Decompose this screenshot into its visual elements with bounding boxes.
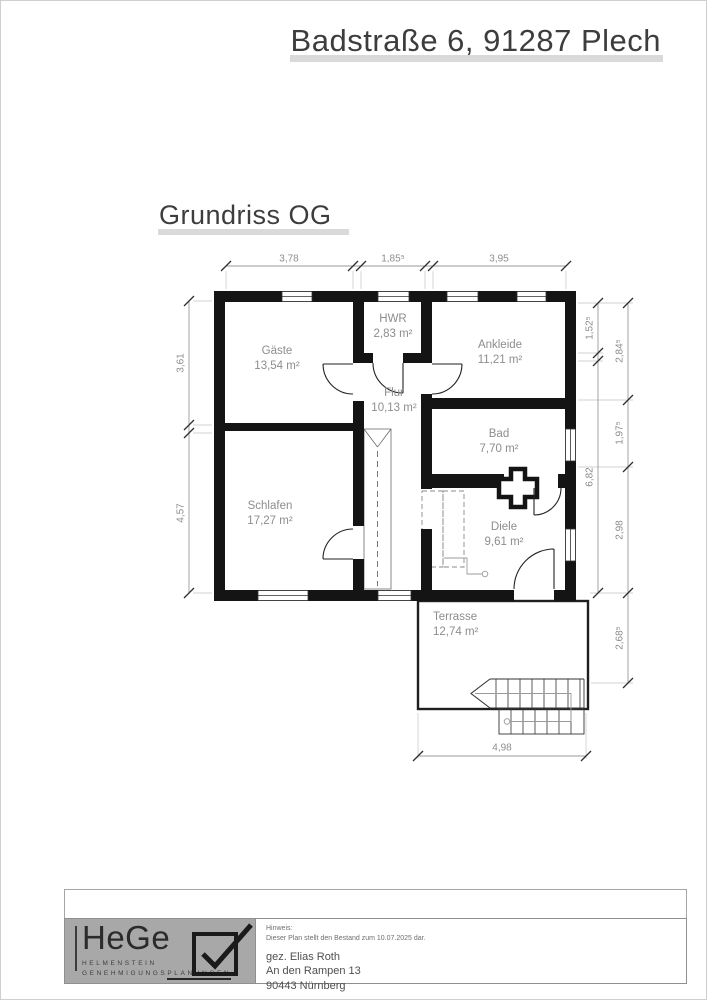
windows: [258, 292, 576, 601]
dim-right-outer-3: 2,98: [614, 520, 626, 540]
room-area: 2,83 m²: [373, 328, 413, 340]
dim-top-3: 3,95: [489, 253, 509, 265]
room-area: 12,74 m²: [433, 626, 479, 638]
room-label-bad: [480, 427, 519, 457]
title-block: [64, 889, 687, 992]
room-name: Terrasse: [433, 611, 478, 624]
room-name: Bad: [488, 428, 510, 441]
room-area: 7,70 m²: [479, 443, 519, 455]
room-area: 10,13 m²: [371, 402, 417, 414]
room-area: 11,21 m²: [477, 354, 523, 366]
chimney: [499, 469, 537, 507]
dim-top-1: 3,78: [279, 253, 299, 265]
room-label-diele: [485, 520, 524, 550]
dim-right-inner-1: 1,52⁵: [584, 316, 596, 340]
room-name: Gäste: [261, 345, 293, 358]
floor-plan-drawing: [1, 1, 707, 1000]
signed-block: [266, 950, 686, 994]
room-name: Diele: [490, 521, 518, 534]
title-block-band: [64, 918, 687, 992]
room-area: 17,27 m²: [247, 515, 293, 527]
room-label-gaeste: [254, 344, 299, 374]
room-label-terrasse: [433, 610, 478, 640]
address-line-1: An den Rampen 13: [266, 965, 361, 978]
interior-stair-flur: [364, 429, 391, 589]
exterior-stairs: [471, 679, 584, 734]
title-block-empty-row: [64, 889, 687, 918]
room-label-flur: [371, 386, 416, 416]
room-label-hwr: [374, 312, 413, 342]
dim-right-outer-1: 2,84⁵: [614, 339, 626, 363]
dim-bottom-1: 4,98: [492, 742, 512, 754]
logo-subline-2-pre: GENEHMIGUNGS: [82, 970, 168, 977]
dim-left-2: 4,57: [175, 503, 187, 523]
address-line-2: 90443 Nürnberg: [266, 979, 346, 992]
note-label: Hinweis:: [266, 925, 293, 932]
logo-subline-1: HELMENSTEIN: [82, 960, 157, 967]
logo-wordmark: HeGe: [82, 919, 171, 956]
room-name: Flur: [384, 387, 404, 400]
dim-top-2: 1,85⁵: [381, 253, 405, 265]
company-logo: [65, 919, 255, 983]
dim-left-1: 3,61: [175, 353, 187, 373]
room-area: 9,61 m²: [484, 536, 524, 548]
room-label-schlafen: [247, 499, 292, 529]
title-block-info: [255, 919, 686, 992]
note-text: Dieser Plan stellt den Bestand zum 10.07.2025 dar.: [266, 934, 426, 942]
logo-subline-2-underlined: PLANUNGEN: [167, 970, 231, 980]
dim-right-outer-4: 2,68⁵: [614, 626, 626, 650]
room-name: HWR: [379, 313, 407, 326]
room-name: Schlafen: [247, 500, 293, 513]
dim-right-outer-2: 1,97⁵: [614, 421, 626, 445]
checkbox-check-icon: [187, 920, 263, 980]
signed-by: gez. Elias Roth: [266, 950, 340, 963]
dim-right-inner-2: 6,82: [584, 467, 596, 487]
logo-divider-line: [75, 926, 77, 971]
room-label-ankleide: [478, 338, 523, 368]
room-area: 13,54 m²: [254, 360, 300, 372]
room-name: Ankleide: [477, 339, 523, 352]
sheet-title: Badstraße 6, 91287 Plech: [290, 23, 661, 58]
plan-title: Grundriss OG: [159, 200, 332, 230]
stair-walkline-diele: [444, 558, 488, 577]
